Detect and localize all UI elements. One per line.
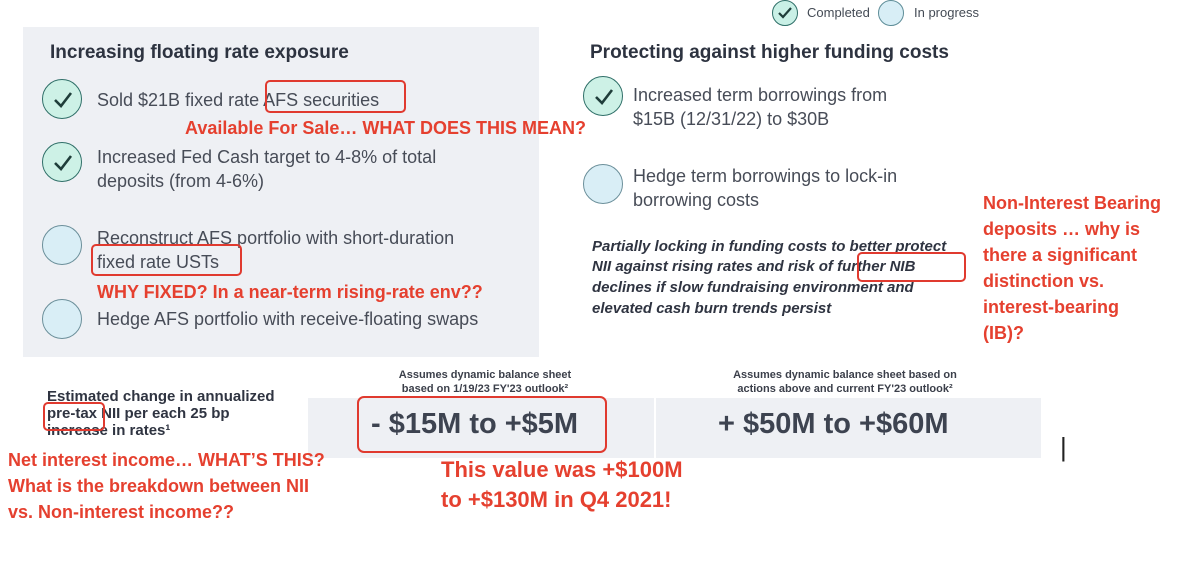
col2-value: + $50M to +$60M — [718, 408, 949, 440]
value-annotation-line: to +$130M in Q4 2021! — [441, 487, 672, 512]
col1-header — [370, 368, 600, 396]
completed-legend-icon — [772, 0, 798, 26]
completed-check-icon — [42, 142, 82, 182]
funding-note-line1: Partially locking in funding costs to better protect — [592, 238, 947, 255]
nib-highlight-box — [857, 252, 966, 282]
legend-completed-label: Completed — [807, 5, 870, 20]
col1-value: - $15M to +$5M — [371, 408, 579, 440]
nib-annotation-line: interest-bearing — [983, 297, 1120, 317]
nii-annotation — [8, 447, 325, 525]
value-annotation-line: This value was +$100M — [441, 457, 683, 482]
funding-note-line2: NII against rising rates and risk of further NIB — [592, 258, 916, 275]
nib-annotation-line: (IB)? — [983, 323, 1024, 343]
fixed-rate-highlight-box — [91, 244, 242, 276]
col2-header-line: actions above and current FY'23 outlook² — [737, 383, 953, 395]
nib-annotation-line: there a significant — [983, 245, 1138, 265]
col1-header-line: Assumes dynamic balance sheet — [398, 369, 572, 381]
nii-annotation-line: What is the breakdown between NII — [8, 476, 310, 496]
afs-annotation: Available For Sale… WHAT DOES THIS MEAN? — [185, 118, 587, 138]
text-cursor: | — [1060, 432, 1067, 462]
funding-note-line3: declines if slow fundraising environment and — [592, 279, 914, 296]
right-item-2-line1: Hedge term borrowings to lock-in — [633, 166, 898, 186]
nii-caption-line: pre-tax NII per each 25 bp — [47, 405, 230, 422]
nii-annotation-line: Net interest income… WHAT’S THIS? — [8, 450, 325, 470]
right-panel-title: Protecting against higher funding costs — [590, 42, 949, 63]
nii-caption-line: Estimated change in annualized — [47, 388, 275, 405]
left-item-2-line1: Increased Fed Cash target to 4-8% of total — [97, 147, 437, 167]
in-progress-status-icon — [583, 164, 623, 204]
left-item-4-text: Hedge AFS portfolio with receive-floating swaps — [97, 309, 479, 329]
in-progress-status-icon — [42, 299, 82, 339]
funding-note-line4: elevated cash burn trends persist — [592, 300, 832, 317]
left-panel-title: Increasing floating rate exposure — [50, 42, 349, 63]
completed-check-icon — [42, 79, 82, 119]
legend-in-progress-label: In progress — [914, 5, 980, 20]
col2-header-line: Assumes dynamic balance sheet based on — [733, 369, 957, 381]
nib-annotation-line: distinction vs. — [983, 271, 1105, 291]
nib-annotation — [983, 190, 1161, 346]
nib-annotation-line: Non-Interest Bearing — [983, 193, 1162, 213]
in-progress-legend-icon — [878, 0, 904, 26]
afs-highlight-box — [265, 80, 406, 113]
col2-header — [700, 368, 990, 396]
right-item-1-line1: Increased term borrowings from — [633, 85, 888, 105]
value-annotation — [441, 455, 683, 515]
nib-annotation-line: deposits … why is — [983, 219, 1141, 239]
right-item-2-line2: borrowing costs — [633, 190, 760, 210]
nii-caption-line: increase in rates¹ — [47, 422, 171, 439]
value-highlight-box — [357, 396, 607, 453]
left-item-3-line2: fixed rate USTs — [97, 252, 220, 272]
col1-header-line: based on 1/19/23 FY'23 outlook² — [401, 383, 569, 395]
right-item-1-line2: $15B (12/31/22) to $30B — [633, 109, 830, 129]
estimate-bar-divider — [654, 398, 656, 458]
completed-check-icon — [583, 76, 623, 116]
nii-annotation-line: vs. Non-interest income?? — [8, 502, 235, 522]
in-progress-status-icon — [42, 225, 82, 265]
left-item-3-line1: Reconstruct AFS portfolio with short-duration — [97, 228, 455, 248]
nii-highlight-box — [43, 402, 105, 431]
left-item-1-text: Sold $21B fixed rate AFS securities — [97, 90, 380, 110]
left-item-2-line2: deposits (from 4-6%) — [97, 171, 265, 191]
fixed-annotation: WHY FIXED? In a near-term rising-rate env?? — [97, 282, 483, 302]
